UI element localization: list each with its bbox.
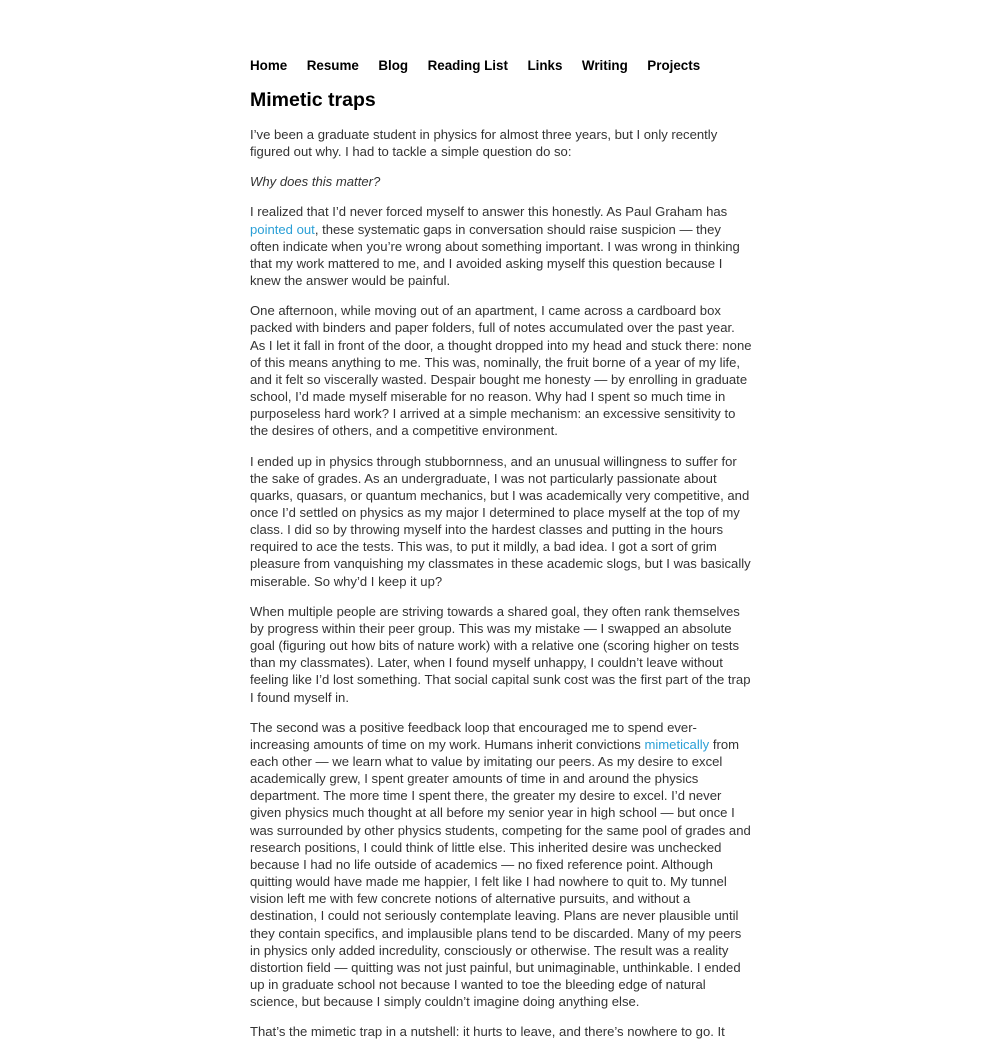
post-body [250,126,752,1054]
nav-link-resume[interactable]: Resume [306,58,359,73]
post-title: Mimetic traps [250,89,376,111]
nav-link-projects[interactable]: Projects [647,58,701,73]
nav-link-home[interactable]: Home [250,58,288,73]
paragraph-1: I’ve been a graduate student in physics for almost three years, but I only recently figured out why. I had to tackle a simple question do so: [250,127,718,160]
paragraph-3-text-a: I realized that I’d never forced myself to answer this honestly. As Paul Graham has [250,204,728,220]
nav-link-reading-list[interactable]: Reading List [427,58,508,73]
paragraph-7-text-a: The second was a positive feedback loop that encouraged me to spend ever-increasing amounts of time on my work. Humans inherit convictions [250,719,697,752]
paragraph-8: That’s the mimetic trap in a nutshell: it hurts to leave, and there’s nowhere to go. It [250,1024,725,1040]
top-nav [250,57,720,74]
paragraph-3 [250,203,752,289]
paragraph-2: Why does this matter? [250,174,381,190]
pointed-out-link[interactable]: pointed out [250,221,315,237]
paragraph-3-text-b: , these systematic gaps in conversation should raise suspicion — they often indicate when you’re wrong about something important. I was wrong in thinking that my work mattered to me, and I avoided asking myself this question because I knew the answer would be painful. [250,221,740,289]
nav-link-blog[interactable]: Blog [378,58,409,73]
paragraph-5: I ended up in physics through stubbornness, and an unusual willingness to suffer for the sake of grades. As an undergraduate, I was not particularly passionate about quarks, quasars, or quantum mechanics, but I was academically very competitive, and once I’d settled on physics as my major I determined to place myself at the top of my class. I did so by throwing myself into the hardest classes and putting in the hours required to ace the tests. This was, to put it mildly, a bad idea. I got a sort of grim pleasure from vanquishing my classmates in these academic slogs, but I was basically miserable. So why’d I keep it up? [250,453,751,589]
nav-link-writing[interactable]: Writing [581,58,628,73]
mimetically-link[interactable]: mimetically [644,736,710,752]
paragraph-7-text-b: from each other — we learn what to value by imitating our peers. As my desire to excel academically grew, I spent greater amounts of time in and around the physics department. The more time I spent there, the greater my desire to excel. I’d never given physics much thought at all before my senior year in high school — but once I was surrounded by other physics students, competing for the same pool of grades and research positions, I could think of little else. This inherited desire was unchecked because I had no life outside of academics — no fixed reference point. Although quitting would have made me happier, I felt like I had nowhere to quit to. My tunnel vision left me with few concrete notions of alternative pursuits, and without a destination, I could not seriously contemplate leaving. Plans are never plausible until they contain specifics, and implausible plans tend to be discarded. Many of my peers in physics only added incredulity, consciously or otherwise. The result was a reality distortion field — quitting was not just painful, but unimaginable, unthinkable. I ended up in graduate school not because I wanted to toe the bleeding edge of natural science, but because I simply couldn’t imagine doing anything else. [250,736,751,1010]
paragraph-6: When multiple people are striving towards a shared goal, they often rank themselves by progress within their peer group. This was my mistake — I swapped an absolute goal (figuring out how bits of nature work) with a relative one (scoring higher on tests than my classmates). Later, when I found myself unhappy, I couldn’t leave without feeling like I’d lost something. That social capital sunk cost was the first part of the trap I found myself in. [250,603,751,705]
paragraph-7 [250,719,752,1011]
paragraph-4: One afternoon, while moving out of an apartment, I came across a cardboard box packed with binders and paper folders, full of notes accumulated over the past year. As I let it fall in front of the door, a thought dropped into my head and stuck there: none of this means anything to me. This was, nominally, the fruit borne of a year of my life, and it felt so viscerally wasted. Despair bought me honesty — by enrolling in graduate school, I’d made myself miserable for no reason. Why had I spent so much time in purposeless hard work? I arrived at a simple mechanism: an excessive sensitivity to the desires of others, and a competitive environment. [250,303,752,439]
nav-link-links[interactable]: Links [527,58,563,73]
